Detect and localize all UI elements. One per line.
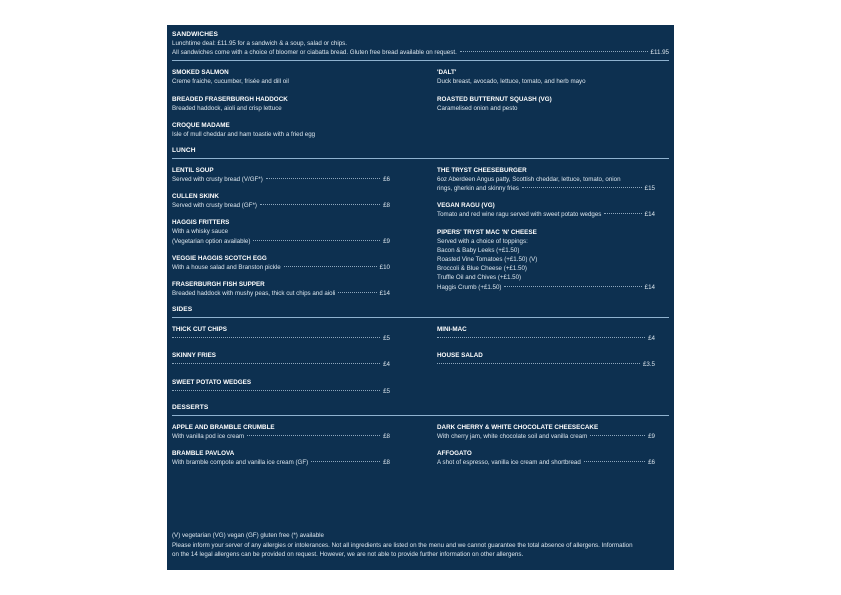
- menu-item: [172, 95, 390, 113]
- menu-item: [172, 254, 390, 272]
- menu-item: [437, 449, 655, 467]
- leader-dots: [604, 213, 641, 214]
- item-price: £9: [648, 432, 655, 440]
- leader-dots: [266, 178, 380, 179]
- menu-item: [172, 218, 390, 245]
- section-desserts: [172, 403, 669, 467]
- item-price-row: [172, 334, 390, 343]
- menu-item: [172, 280, 390, 298]
- item-desc: Breaded haddock, aioli and crisp lettuce: [172, 104, 282, 112]
- item-desc-text: With vanilla pod ice cream: [172, 432, 245, 440]
- item-desc-text: rings, gherkin and skinny fries: [437, 185, 519, 193]
- item-desc: Isle of mull cheddar and ham toastie with a fried egg: [172, 130, 316, 138]
- menu-item: [172, 166, 390, 184]
- menu-item: [172, 192, 390, 210]
- item-desc: [437, 432, 655, 441]
- leader-dots: [437, 337, 645, 338]
- menu-item: [172, 68, 390, 86]
- item-desc-line: With a whisky sauce: [172, 228, 229, 236]
- item-price: £6: [383, 176, 390, 184]
- sandwich-note-text: All sandwiches come with a choice of bloomer or ciabatta bread. Gluten free bread available on request.: [172, 49, 457, 57]
- leader-dots: [504, 286, 641, 287]
- desserts-left-column: [172, 415, 390, 467]
- item-price: £14: [644, 283, 655, 291]
- sides-left-column: [172, 317, 390, 396]
- leader-dots: [311, 461, 380, 462]
- item-name: SMOKED SALMON: [172, 69, 229, 77]
- item-price: £5: [383, 387, 390, 395]
- item-name: APPLE AND BRAMBLE CRUMBLE: [172, 423, 275, 431]
- item-price: £8: [383, 459, 390, 467]
- menu-item: [437, 166, 655, 193]
- section-title: LUNCH: [172, 147, 196, 155]
- item-name: CULLEN SKINK: [172, 193, 219, 201]
- sandwiches-left-column: [172, 60, 390, 139]
- menu-item: [437, 228, 655, 292]
- item-name: BREADED FRASERBURGH HADDOCK: [172, 95, 288, 103]
- item-price-row: [172, 360, 390, 369]
- item-name: THE TRYST CHEESEBURGER: [437, 167, 527, 175]
- item-name: CROQUE MADAME: [172, 121, 230, 129]
- leader-dots: [172, 390, 380, 391]
- dietary-key: (V) vegetarian (VG) vegan (GF) gluten free (*) available: [172, 532, 325, 539]
- item-price: £15: [644, 185, 655, 193]
- topping-option: Roasted Vine Tomatoes (+£1.50) (V): [437, 256, 538, 264]
- section-lunch: [172, 146, 669, 298]
- section-title: SANDWICHES: [172, 31, 219, 38]
- item-name: VEGGIE HAGGIS SCOTCH EGG: [172, 254, 267, 262]
- leader-dots: [522, 187, 642, 188]
- item-desc-text: With a house salad and Branston pickle: [172, 263, 281, 271]
- leader-dots: [584, 461, 645, 462]
- item-desc-text: Tomato and red wine ragu served with sweet potato wedges: [437, 211, 602, 219]
- item-desc: [172, 201, 390, 210]
- leader-dots: [172, 363, 380, 364]
- item-desc: [172, 458, 390, 467]
- topping-option: Bacon & Baby Leeks (+£1.50): [437, 246, 520, 254]
- menu-item: [437, 68, 655, 86]
- item-name: BRAMBLE PAVLOVA: [172, 450, 235, 458]
- item-price: £9: [383, 237, 390, 245]
- menu-item: [172, 423, 390, 441]
- item-desc-text: Breaded haddock with mushy peas, thick cut chips and aioli: [172, 290, 336, 298]
- section-title: SIDES: [172, 306, 193, 314]
- leader-dots: [460, 51, 648, 52]
- item-desc: [437, 283, 655, 292]
- menu-item: [437, 95, 655, 113]
- item-name: HAGGIS FRITTERS: [172, 219, 230, 227]
- menu-item: [172, 449, 390, 467]
- item-price: £4: [383, 361, 390, 369]
- item-name: 'DALT': [437, 69, 457, 77]
- leader-dots: [253, 240, 380, 241]
- menu-item: [437, 325, 655, 343]
- item-desc: Creme fraiche, cucumber, frisée and dill oil: [172, 78, 289, 86]
- item-price-row: [172, 387, 390, 396]
- item-desc-text: Served with crusty bread (V/GF*): [172, 176, 263, 184]
- section-sides: [172, 305, 669, 396]
- topping-option: Haggis Crumb (+£1.50): [437, 283, 502, 291]
- topping-option: Truffle Oil and Chives (+£1.50): [437, 274, 522, 282]
- item-name: SKINNY FRIES: [172, 352, 216, 360]
- item-desc: Caramelised onion and pesto: [437, 104, 518, 112]
- item-price: £3.5: [642, 361, 655, 369]
- item-desc-text: A shot of espresso, vanilla ice cream and shortbread: [437, 459, 581, 467]
- menu-item: [172, 378, 390, 396]
- leader-dots: [247, 435, 380, 436]
- menu-item: [172, 351, 390, 369]
- item-desc: [437, 458, 655, 467]
- topping-option: Broccoli & Blue Cheese (+£1.50): [437, 265, 527, 273]
- leader-dots: [260, 204, 380, 205]
- item-name: DARK CHERRY & WHITE CHOCOLATE CHEESECAKE: [437, 423, 599, 431]
- sandwiches-right-column: [437, 60, 655, 139]
- menu-item: [437, 351, 655, 369]
- item-desc: [172, 175, 390, 184]
- item-name: THICK CUT CHIPS: [172, 326, 227, 334]
- leader-dots: [284, 266, 377, 267]
- item-desc-text: Served with crusty bread (GF*): [172, 202, 257, 210]
- item-name: SWEET POTATO WEDGES: [172, 378, 252, 386]
- item-name: AFFOGATO: [437, 450, 472, 458]
- leader-dots: [590, 435, 645, 436]
- lunch-right-column: [437, 158, 655, 298]
- item-price: £14: [379, 290, 390, 298]
- item-desc: [437, 184, 655, 193]
- menu-item: [172, 121, 390, 139]
- item-name: LENTIL SOUP: [172, 167, 214, 175]
- item-name: HOUSE SALAD: [437, 352, 483, 360]
- item-desc: [172, 263, 390, 272]
- sides-right-column: [437, 317, 655, 396]
- item-name: FRASERBURGH FISH SUPPER: [172, 281, 265, 289]
- item-price: £8: [383, 432, 390, 440]
- menu-item: [437, 423, 655, 441]
- item-desc-text: (Vegetarian option available): [172, 237, 251, 245]
- item-price-row: [437, 334, 655, 343]
- item-price: £8: [383, 202, 390, 210]
- item-desc-line: Served with a choice of toppings:: [437, 237, 528, 245]
- item-desc-line: 6oz Aberdeen Angus patty, Scottish cheddar, lettuce, tomato, onion: [437, 176, 621, 184]
- item-desc: [437, 210, 655, 219]
- item-desc: [172, 289, 390, 298]
- menu-panel: [167, 25, 674, 570]
- lunch-deal-text: Lunchtime deal: £11.95 for a sandwich & a soup, salad or chips.: [172, 40, 347, 47]
- leader-dots: [172, 337, 380, 338]
- item-name: MINI-MAC: [437, 326, 467, 334]
- section-sandwiches: [172, 30, 669, 139]
- item-price: £6: [648, 459, 655, 467]
- lunch-left-column: [172, 158, 390, 298]
- item-price-row: [437, 360, 655, 369]
- item-price: £5: [383, 335, 390, 343]
- item-desc: [172, 237, 390, 246]
- item-name: PIPERS' TRYST MAC 'N' CHEESE: [437, 228, 537, 236]
- item-desc-text: With bramble compote and vanilla ice cream (GF): [172, 459, 309, 467]
- section-title: DESSERTS: [172, 403, 209, 411]
- allergen-footer: [172, 531, 669, 560]
- item-desc-text: With cherry jam, white chocolate soil and vanilla cream: [437, 432, 588, 440]
- item-price: £14: [644, 211, 655, 219]
- sandwich-note: [172, 48, 669, 57]
- leader-dots: [437, 363, 640, 364]
- menu-item: [172, 325, 390, 343]
- item-price: £10: [379, 263, 390, 271]
- leader-dots: [338, 292, 376, 293]
- item-name: ROASTED BUTTERNUT SQUASH (VG): [437, 95, 552, 103]
- item-desc: Duck breast, avocado, lettuce, tomato, and herb mayo: [437, 78, 586, 86]
- desserts-right-column: [437, 415, 655, 467]
- allergy-notice-line-1: Please inform your server of any allergies or intolerances. Not all ingredients are listed on the menu and we cannot guarantee the total absence of allergens. Information: [172, 541, 633, 549]
- item-name: VEGAN RAGU (VG): [437, 202, 495, 210]
- sandwich-price: £11.95: [650, 49, 669, 57]
- item-price: £4: [648, 335, 655, 343]
- item-desc: [172, 432, 390, 441]
- allergy-notice-line-2: on the 14 legal allergens can be provided on request. However, we are not able to provide further information on other allergens.: [172, 551, 524, 558]
- menu-item: [437, 201, 655, 219]
